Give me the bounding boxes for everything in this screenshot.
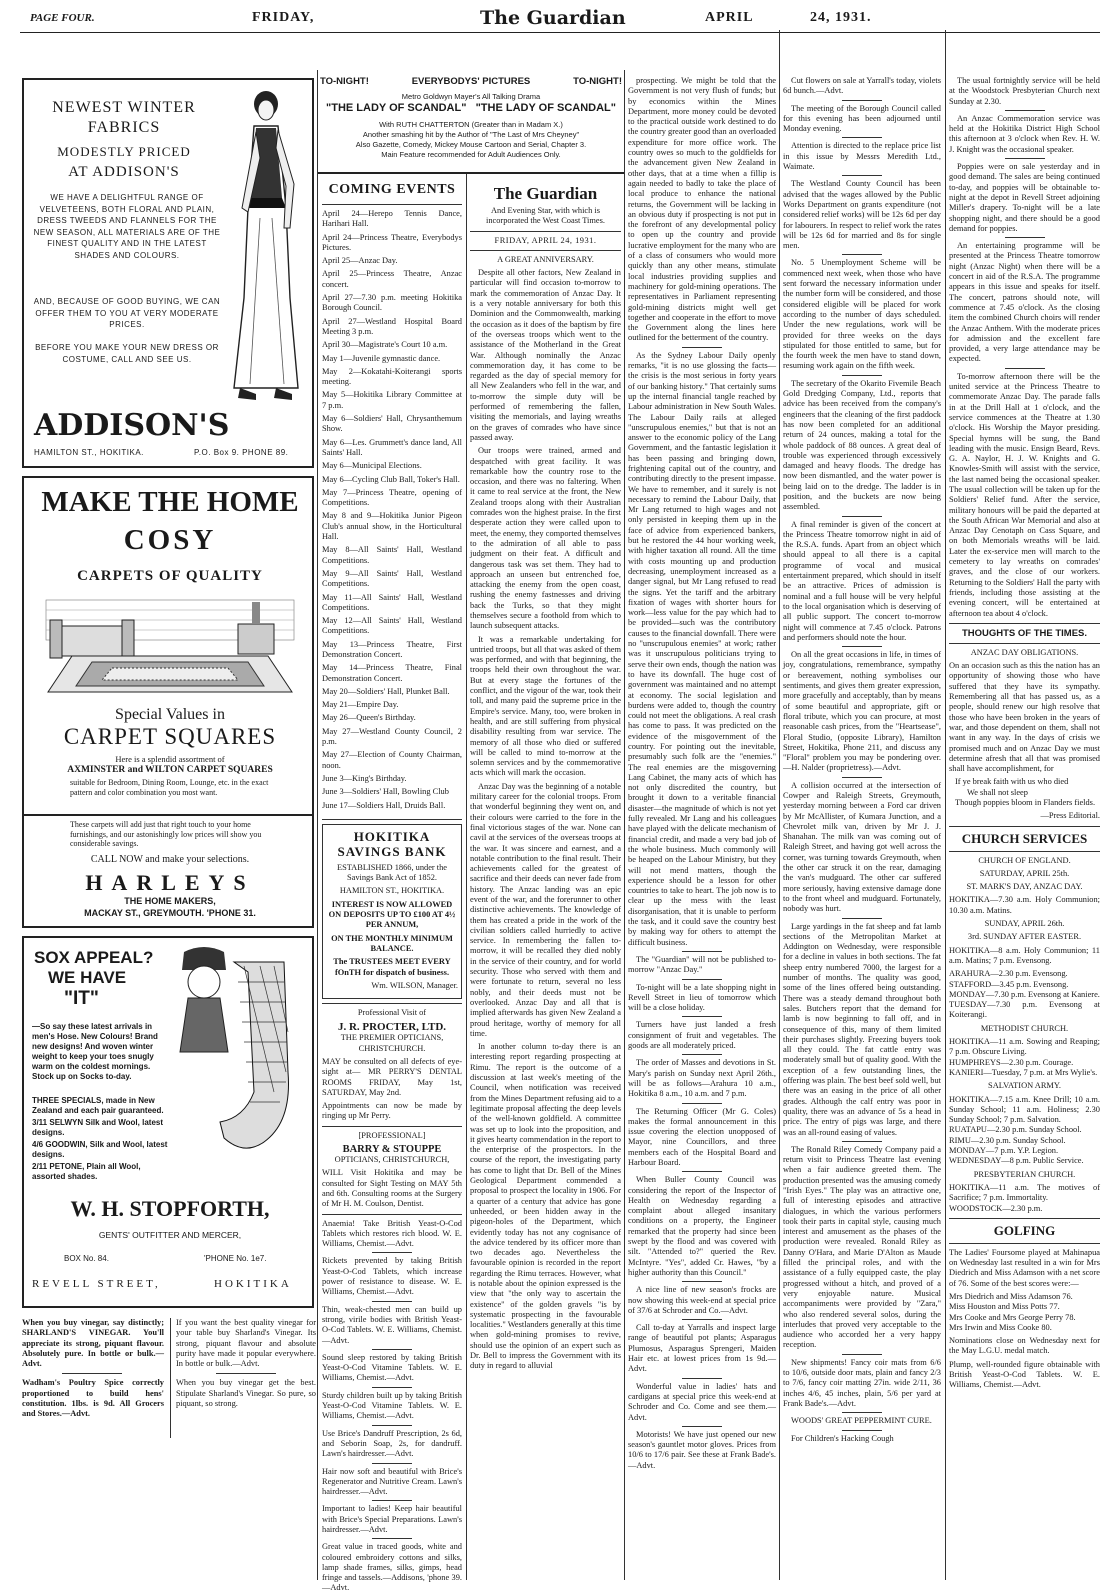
procter-sub: THE PREMIER OPTICIANS, CHRISTCHURCH. xyxy=(340,1033,444,1053)
thoughts-verse2: We shall not sleep xyxy=(967,787,1028,797)
golf-s4: Mrs Irwin and Miss Cooke 80. xyxy=(949,1322,1052,1332)
editorial-paragraph: In another column to-day there is an interesting report regarding prospecting at Rimu. The report is the outcome of a discussion at last week's meeting of the Council, when notification was received from the Mines Department refusing aid to a legitimate proposal affecting the deep levels of the well-known goldfield. A committee was set up to look into the proposition, and it gives hearty commendation in the report to the enterprise of the prospectors. In the course of the report, the investigating party has come to light that Dr. Bell of the Mines Geological Department commended a proposal to prospect the locality in 1906. For a quarter of a century that advice has gone unheeded, or been hidden away in the pigeon-holes of the Department, which evidently today has not any cognisance of the advice tendered by its officer more than two decades ago. Nevertheless the favourable opinion is recorded in the report regarding the Rimu terraces. However, what is notable about the opinion expressed is the view that "the only way to ascertain the existence" of the golden gravels "is by systematic prospecting in the favourable localities." Westlanders generally at this time when gold-mining promises to revive, should use the opinion of an expert such as Dr. Bell to impress the Government with its duty in regard to alluvial xyxy=(470,1042,621,1371)
pictures-tonight-right: TO-NIGHT! xyxy=(573,76,622,87)
editorial-date: FRIDAY, APRIL 24, 1931. xyxy=(494,235,597,245)
news-paragraph: Motorists! We have just opened our new season's gauntlet motor gloves. Prices from 10/6 to 17/6 pair. See these at Frank Bade's.—Advt. xyxy=(628,1429,776,1470)
chemist-advert: Important to ladies! Keep hair beautiful with Brice's Special Preparations. Lawn's hairdresser.—Advt. xyxy=(322,1504,462,1534)
addison-address: HAMILTON ST., HOKITIKA. xyxy=(34,448,144,457)
column-editorial xyxy=(470,178,621,1578)
church-pres: PRESBYTERIAN CHURCH. xyxy=(973,1169,1076,1179)
church-salv4: MONDAY—7 p.m. Y.P. Legion. xyxy=(949,1146,1059,1156)
event-item: May 8 and 9—Hokitika Junior Pigeon Club's annual show, in the Horticultural Hall. xyxy=(322,511,462,542)
editorial-paragraph: Anzac Day was the beginning of a notable military career for the colonial troops. From that wonderful beginning they went on, and their colours were carried to the fore in the final victorious stages of the war. None can cavil at the services of the overseas troops at the war. It was sincere and earnest, and a notable contribution to the final result. Their achievements called for the greatest of sacrifice and their deeds can never fade from history. The Anzac landing was an epic event of the war, and the forerunner to other distinctive achievements. The knowledge of them has created a pride in the work of the civilian soldiers called hurriedly to active service. In remembering the fallen to-morrow, it will be recalled they died nobly in the service of their country, and for world security. Those who served with them and were fortunate to return, several no less nobly, and their deeds must not be overlooked. Anzac Day and all that is implied afterwards has given New Zealand a proud heritage, worthy of memory for all time. xyxy=(470,781,621,1038)
event-item: May 27—Election of County Chairman, noon. xyxy=(322,750,462,770)
golf-noms: Nominations close on Wednesday next for the May L.G.U. medal match. xyxy=(949,1336,1100,1356)
news-paragraph: Poppies were on sale yesterday and in good demand. The sales are being continued to-day, and poppies will be obtainable to-night at the depot in Revell Street adjoining Miller's drapery. To-night will be a late shopping night, and there should be a good demand for poppies. xyxy=(949,162,1100,233)
stopforth-box: BOX No. 84. xyxy=(64,1254,109,1263)
event-item: May 21—Empire Day. xyxy=(322,700,399,710)
editorial-body xyxy=(470,268,621,1371)
news-paragraph: No. 5 Unemployment Scheme will be commenced next week, when those who have sent forward the necessary information under the number form will be considered, and those considered eligible will be placed for work according to the number of days scheduled. Under the new regulations, work will be provided for three weeks on the days stipulated for those entitled to same, but for the fourth week the men have to stand down, resuming work again on the fifth week. xyxy=(783,258,941,371)
lounge-room-illustration xyxy=(42,596,298,696)
harleys-body4: These carpets will add just that right touch to your home furnishings, and our astonishingly low prices will show you considerable savings. xyxy=(70,820,262,849)
church-meth3: KANIERI—Tuesday, 7 p.m. at Mrs Wylie's. xyxy=(949,1067,1098,1077)
church-meth2: HUMPHREYS—2.30 p.m. Courage. xyxy=(949,1057,1074,1067)
harleys-advert-lower xyxy=(22,814,314,928)
editorial-paragraph: Despite all other factors, New Zealand in particular will find occasion to-morrow to mark the commemoration of Anzac Day. It is a very notable anniversary for both this Dominion and the Commonwealth, marking the occasion as it does of the baptism by fire of the overseas troops which went to the assistance of the Motherland in the Great War. Although nominally the Anzac commemoration day, it has come to be regarded as the day of special memory for all New Zealanders who fell in the war, and to-morrow the simple duty will be performed of remembering the fallen, visiting the memorials, and laying wreaths on the graves of comrades who have since passed away. xyxy=(470,268,621,442)
procter-name: J. R. PROCTER, LTD. xyxy=(337,1021,447,1034)
column-news-1 xyxy=(628,76,776,1576)
event-item: May 14—Princess Theatre, Final Demonstration Concert. xyxy=(322,663,462,683)
col7-body xyxy=(949,76,1100,619)
news-paragraph: The meeting of the Borough Council called for this evening has been adjourned until Monday evening. xyxy=(783,103,941,134)
pictures-line2: Another smashing hit by the Author of "The Last of Mrs Cheyney" xyxy=(362,130,580,139)
editorial-paragraph: Our troops were trained, armed and despatched with great facility. It was remarkable how the country rose to the occasion, and there was no faltering. When it came to real service at the front, the New Zealand troops along with their Australian comrades won the highest praise. In the first desperate action they were called upon to meet, the enemy, they comported themselves to the admiration of all able to pass judgment on their feat. A difficult and dangerous task was set them. They had to approach an unseen but entrenched foe, attacking the enemy from the open coast, rushing the enemy fastnesses and driving back the Turks, so that they might themselves secure a foothold from which to launch subsequent attacks. xyxy=(470,446,621,631)
pictures-tonight-left: TO-NIGHT! xyxy=(320,76,369,87)
event-item: May 5—Hokitika Library Committee at 7 p.m. xyxy=(322,390,462,410)
news-paragraph: A collision occurred at the intersection of Cowper and Raleigh Streets, Greymouth, yesterday morning between a Ford car driven by Mr McAllister, of Kumara Junction, and a Chevrolet milk van, driven by Mr J. J. Shanahan. The milk van was coming out of Raleigh Street, and having got well across the corner, was turning towards Greymouth, when the other car struck it on the rear, damaging the van's mudguard. The other car suffered more seriously, having extensive damage done to the front wheel and mudguard. Fortunately, nobody was hurt. xyxy=(783,780,941,914)
news-paragraph: WOODS' GREAT PEPPERMINT CURE. xyxy=(791,1416,932,1426)
addison-at: AT ADDISON'S xyxy=(68,164,180,180)
column-events xyxy=(322,178,462,1593)
harleys-body2: AXMINSTER and WILTON CARPET SQUARES xyxy=(67,765,273,775)
stopforth-headline3: "IT" xyxy=(64,988,99,1009)
pictures-line4: Main Feature recommended for Adult Audiences Only. xyxy=(381,150,561,159)
pictures-venue: EVERYBODYS' PICTURES xyxy=(411,76,531,87)
chemist-advert: Rickets prevented by taking British Yeast-O-Cod Tablets, which increase power of resistance to disease. W. E. Williams, Chemist.—Advt. xyxy=(322,1256,462,1297)
news-paragraph: Attention is directed to the replace price list in this issue by Messrs Meredith Ltd., Waimate. xyxy=(783,141,941,172)
barry-name: BARRY & STOUPPE xyxy=(342,1144,442,1156)
event-item: May 7—Princess Theatre, opening of Competitions. xyxy=(322,487,462,508)
news-paragraph: As the Sydney Labour Daily openly remarks, "it is no use glossing the facts—the crisis is the most serious in forty years of our banking history." That certainly sums up the internal financial tangle reached by Labour administration in New South Wales. The Labour Daily rails at alleged "unscrupulous enemies," but that is not an answer to the economic policy of the Lang Government, and the fantastic legislation it has been passing and bringing down, frightening capital out of the country, and contributing directly to the present impasse. We have to remember, and it surely is not necessary to remind the Labour Daily, that Mr Lang returned to high wages and not only persisted in keeping them up in the face of advice from experienced bankers, but he restored the 44 hour working week, with higher taxation all round. All the time with costs mounting up and production decreasing, unemployment increased as a danger signal, but Mr Lang refused to read the signs. Yet the tariff and the arbitrary fixation of wages with shorter hours for work—less value for the pay which had to be provided—such was the contributory causes to the financial downfall. There were no "unscrupulous enemies" at work; rather was it unscrupulous politicians trying to serve their own ends, though the nation was to have its downfall. The huge cost of government was maintained and no attempt at economy. The social legislation and burdens were added to, though the country could not meet the obligations. A real crash has come to pass. It was predicted on the evidence of the misgovernment of the country. For pointing out the inevitable, presumably such folk are the "enemies." The real enemies are the misgoverning Lang Cabinet, the many acts of which has not only discredited the country, but brought it down to a veritable financial disaster—the magnitude of which is not yet fully revealed. Mr Lang and his colleagues have played with the delicate mechanism of financial credit, and made a very bad job of the whole business. Much commonly will be heaped on the Labour Ministry, but they will not mend matters, though the experience should be a lesson for other countries to take to heart. The job now is to clear up the mess with the least disorganisation, that it is unable to perform the task, and it could save the country best by making way for others to attempt the difficult business. xyxy=(628,350,776,947)
addison-body2: AND, BECAUSE OF GOOD BUYING, WE CAN OFFER THEM TO YOU AT VERY MODERATE PRICES. xyxy=(33,297,221,329)
stopforth-phone: 'PHONE No. 1e7. xyxy=(204,1254,267,1263)
addison-advert xyxy=(22,78,314,468)
bottom-left-adverts xyxy=(22,1318,316,1576)
procter-body: MAY be consulted on all defects of eye-sight at— MR PERRY'S DENTAL ROOMS FRIDAY, May 1st, SATURDAY, May 2nd. xyxy=(322,1057,462,1097)
bank-title: HOKITIKA SAVINGS BANK xyxy=(337,828,447,859)
masthead-paper: The Guardian xyxy=(480,7,626,29)
event-item: May 26—Queen's Birthday. xyxy=(322,713,416,723)
thoughts-verse1: If ye break faith with us who died xyxy=(955,777,1069,787)
stopforth-item3: 2/11 PETONE, Plain all Wool, assorted shades. xyxy=(32,1162,141,1181)
church-sat: SATURDAY, APRIL 25th. xyxy=(979,868,1070,878)
harleys-name: HARLEYS xyxy=(85,870,255,895)
stopforth-advert xyxy=(22,936,314,1308)
harleys-advert xyxy=(22,476,314,816)
thoughts-verse3: Though poppies bloom in Flanders fields. xyxy=(955,798,1096,807)
stopforth-street: REVELL STREET, xyxy=(32,1278,161,1290)
news-paragraph: A nice line of new season's frocks are now showing this week-end at special price of 37/6 at Schroder and Co.—Advt. xyxy=(628,1285,776,1315)
harleys-call: CALL NOW and make your selections. xyxy=(90,854,250,865)
event-item: May 8—All Saints' Hall, Westland Competitions. xyxy=(322,545,462,565)
stopforth-name: W. H. STOPFORTH, xyxy=(70,1196,270,1221)
chemist-advert: Use Brice's Dandruff Prescription, 2s 6d, and Seborin Soap, 2s, for dandruff. Lawn's hairdresser.—Advt. xyxy=(322,1428,462,1459)
events-title: COMING EVENTS xyxy=(328,182,456,197)
news-paragraph: The secretary of the Okarito Fivemile Beach Gold Dredging Company, Ltd., reports that advice has been received from the company's engineers that the cleaning of the first paddock has now been completed for an additional return of 24 ounces, making a total for the whole paddock of 88 ounces. A great deal of trouble was experienced through excessively damaged and heavy floods. The dredge has now been dismantled, and the water power is being laid on to the dredge. The ladder is in position, and the buckets are now being assembled. xyxy=(783,378,941,512)
news-paragraph: The order of Masses and devotions in St. Mary's parish on Sunday next April 26th., will be as follows—Arahura 10 a.m., Hokitika 8 a.m., 10 a.m. and 7 p.m. xyxy=(628,1058,776,1099)
news-paragraph: Wonderful value in ladies' hats and cardigans at special price this week-end at Schroder and Co. Come and see them.—Advt. xyxy=(628,1381,776,1422)
wadham-advert: Wadham's Poultry Spice correctly proportioned to build hens' constitution. 1lbs. is 9d. All Grocers and Stores.—Advt. xyxy=(22,1378,164,1419)
harleys-body3: suitable for Bedroom, Dining Room, Lounge, etc. in the exact pattern and color combination you most want. xyxy=(70,778,269,797)
pictures-title: "THE LADY OF SCANDAL" "THE LADY OF SCANDAL" xyxy=(326,102,616,114)
addison-headline: NEWEST WINTER FABRICS xyxy=(52,99,196,136)
sharland-advert-3: When you buy vinegar get the best. Stipulate Sharland's Vinegar. So pure, so piquant, so strong. xyxy=(176,1378,316,1409)
masthead-month: APRIL xyxy=(705,10,754,25)
masthead-date: 24, 1931. xyxy=(810,10,872,25)
thoughts-body: On an occasion such as this the nation has an opportunity of showing those who have suffered that they have its sympathy. Remembering all that has passed us, as a people, should renew our high resolve that those who have been broken in the years of war, and those dependent on them, shall not want in any way. In the days of crisis we promised much and on Anzac Day we must determine afresh that all that was promised shall have accomplishment, for xyxy=(949,661,1100,774)
sock-man-illustration xyxy=(164,942,312,1162)
masthead xyxy=(20,4,1100,30)
news-paragraph: To-morrow afternoon there will be the united service at the Princess Theatre to commemorate Anzac Day. The parade falls in at the Drill Hall at 1 o'clock, and the service commences at the Theatre at 1.30 o'clock. His Worship the Mayor presiding. Special hymns will be sung, the Band leading with the music. Ensign Beard, Revs. G. A. Naylor, H. J. W. Knights and G. Knowles-Smith will assist with the service, the last named being the occasional speaker. The usual collection will be taken up for the Soldiers' Relief fund. After the service, military honours will be paid the departed at the South African War Memorial and also at Anzac Day Cenotaph on Cass Square, and on both Memorials wreaths will be laid. Later the ex-service men will march to the cemetery to lay wreaths on comrades' graves, and the close of our workers. Returning to the Soldiers' Hall the party with friends, including those assisting at the evening concert, will be entertained at afternoon tea about 4 o'clock. xyxy=(949,371,1100,618)
news-paragraph: When Buller County Council was considering the report of the Inspector of Health on Wednesday regarding a complaint about alleged insanitary conditions on a property, the Engineer remarked that the property had since been swept by the flood and was covered with silt. "Attended to?" queried the Rev. McIntyre. "Yes", added Cr. Hawes, "by a higher authority than this Council." xyxy=(628,1175,776,1277)
event-item: May 9—All Saints' Hall, Westland Competitions. xyxy=(322,568,462,589)
event-item: April 25—Princess Theatre, Anzac concert. xyxy=(322,269,462,289)
church-salv2: RUATAPU—2.30 p.m. Sunday School. xyxy=(949,1125,1082,1135)
stopforth-town: HOKITIKA xyxy=(214,1278,292,1290)
golf-s1: Mrs Diedrich and Miss Adamson 76. xyxy=(949,1291,1073,1301)
church-title: CHURCH SERVICES xyxy=(961,830,1088,846)
events-list xyxy=(322,209,462,811)
barry-sub: OPTICIANS, CHRISTCHURCH, xyxy=(334,1155,450,1165)
church-pres2: WOODSTOCK—2.30 p.m. xyxy=(949,1203,1043,1213)
addison-body3: BEFORE YOU MAKE YOUR NEW DRESS OR COSTUME, CALL AND SEE US. xyxy=(35,343,219,364)
event-item: May 11—All Saints' Hall, Westland Competitions. xyxy=(322,592,462,612)
masthead-day: FRIDAY, xyxy=(252,10,315,25)
harleys-special: Special Values in xyxy=(115,706,225,723)
news-paragraph: The usual fortnightly service will be held at the Woodstock Presbyterian Church next Sunday at 2.30. xyxy=(949,76,1100,106)
column-news-2 xyxy=(783,76,941,1576)
harleys-squares: CARPET SQUARES xyxy=(63,724,277,749)
chemist-advert: Thin, weak-chested men can build up strong, virile bodies with British Yeast-O-Cod Tablets. W. E. Williams, Chemist.—Advt. xyxy=(322,1304,462,1345)
thoughts-title: THOUGHTS OF THE TIMES. xyxy=(961,627,1088,639)
bank-balance: ON THE MONTHLY MINIMUM BALANCE. xyxy=(331,933,453,953)
chemist-advert: Great value in traced goods, white and coloured embroidery cottons and silks, lamp shade frames, silks, gimps, head fringe and tassels.—Addisons, 'phone 39.—Advt. xyxy=(322,1542,462,1593)
church-sun: SUNDAY, APRIL 26th. xyxy=(984,919,1065,929)
church-mon: MONDAY—7.30 p.m. Evensong at Kaniere. xyxy=(949,989,1100,999)
event-item: June 17—Soldiers Hall, Druids Ball. xyxy=(322,800,446,810)
news-paragraph: Call to-day at Yarralls and inspect large range of beautiful pot plants; Asparagus Plumosus, Asparagus Sprengeri, Maiden Hair etc. at lowest prices from 1s 9d.—Advt. xyxy=(628,1323,776,1374)
procter-visit: Professional Visit of xyxy=(357,1008,427,1018)
news-paragraph: The Returning Officer (Mr G. Coles) makes the formal announcement in this issue covering the election unopposed of Mayor, nine Councillors, and three members each of the Hospital Board and Harbour Board. xyxy=(628,1106,776,1167)
event-item: April 25—Anzac Day. xyxy=(322,256,398,266)
editorial-paper: The Guardian xyxy=(493,184,598,203)
news-paragraph: The Westland County Council has been advised that the wages allowed by the Public Works Department on grants expenditure (not considered relief works) will be 12s 6d per day for labourers. In respect to relief work the rates will be 12s 6d for married and 8s for single men. xyxy=(783,179,941,251)
church-salv5: WEDNESDAY—8 p.m. Public Service. xyxy=(949,1156,1084,1166)
addison-po: P.O. Box 9. PHONE 89. xyxy=(194,448,289,457)
bank-interest: INTEREST IS NOW ALLOWED ON DEPOSITS UP TO £100 AT 4½ PER ANNUM, xyxy=(328,899,456,930)
event-item: April 24—Herepo Tennis Dance, Harihari Hall. xyxy=(322,209,462,229)
church-staf: STAFFORD—3.45 p.m. Evensong. xyxy=(949,979,1069,989)
thoughts-credit: —Press Editorial. xyxy=(1040,811,1100,821)
church-meth1: HOKITIKA—11 a.m. Sowing and Reaping; 7 p.m. Obscure Living. xyxy=(949,1037,1100,1057)
bank-addr: HAMILTON ST., HOKITIKA. xyxy=(339,886,445,896)
col6-body xyxy=(783,76,941,1444)
news-paragraph: The "Guardian" will not be published to-morrow "Anzac Day." xyxy=(628,954,776,975)
event-item: May 20—Soldiers' Hall, Plunket Ball. xyxy=(322,686,450,696)
harleys-line1: MAKE THE HOME xyxy=(41,486,299,518)
stopforth-headline2: WE HAVE xyxy=(48,968,127,987)
chemist-advert: Hair now soft and beautiful with Brice's Regenerator and Nutritive Cream. Lawn's hairdresser.—Advt. xyxy=(322,1466,462,1497)
news-paragraph: On all the great occasions in life, in times of joy, congratulations, remembrance, sympathy or bereavement, nothing symbolises our sentiments, and gives them greater expression, more gracefully and acceptably, than by means of some beautiful and appropriate, gift or floral tribute, which you can procure, at most reasonable cash prices, from the "Heartsease", Floral Studio, (opposite Library), Hamilton Street, Hokitika, Phone 211, and discuss any "Floral" problem you may be pondering over.—H. Nalder (proprietress).—Advt. xyxy=(783,650,941,773)
editorial-paragraph: It was a remarkable undertaking for untried troops, but all that was asked of them was performed, and with that beginning, the troops held their own throughout the war. But at every stage the fortunes of the conflict, and the vigour of the war, took their toll, and many paid the supreme price in the Empire's service. Many, too, were broken in health, and are still suffering from physical disability resulting from war service. The memory of all those who died or suffered will be called to mind to-morrow at the solemn services and by the commemorative acts which will mark the occasion. xyxy=(470,634,621,778)
news-paragraph: The Ronald Riley Comedy Company paid a return visit to Princess Theatre last evening when a fair audience greeted them. The production presented was the amusing comedy "Irish Eyes." The play was an attractive one, full of interesting episodes and attractive dialogues, in which the various performers took their parts in capital style, causing much interest and amusement as the phases of the production were revealed. Ronald Riley as Danny O'Hara, and Marie D'Alton as Maude filled the principal roles, and with the assistance of a fully equipped caste, the play progressed without a hitch, and proved of a very enjoyable nature. Musical accompaniments were provided by "Zara," who also rendered several solos, during the interludes that proved very acceptable to the audience who accorded her a very happy reception. xyxy=(783,1144,941,1350)
event-item: May 1—Juvenile gymnastic dance. xyxy=(322,353,441,363)
golf-plump: Plump, well-rounded figure obtainable with British Yeast-O-Cod Tablets. W. E. Williams, Chemist.—Advt. xyxy=(949,1359,1100,1390)
woman-illustration xyxy=(220,88,310,406)
event-item: April 30—Magistrate's Court 10 a.m. xyxy=(322,340,448,350)
barry-body: WILL Visit Hokitika and may be consulted for Sight Testing on MAY 5th and 6th. Consulting rooms at the Surgery of Mr H. M. Coulson, Dentist. xyxy=(322,1168,462,1209)
church-salv1: HOKITIKA—7.15 a.m. Knee Drill; 10 a.m. Sunday School; 11 a.m. Holiness; 2.30 Sunday School; 7 p.m. Salvation. xyxy=(949,1094,1100,1125)
chemist-advert: Sound sleep restored by taking British Yeast-O-Cod Vitamine Tablets. W. E. Williams, Chemist.—Advt. xyxy=(322,1352,462,1383)
chemist-advert: Sturdy children built up by taking British Yeast-O-Cod Vitamine Tablets. W. E. Williams, Chemist.—Advt. xyxy=(322,1390,462,1421)
harleys-line3: CARPETS OF QUALITY xyxy=(77,568,263,584)
event-item: May 6—Municipal Elections. xyxy=(322,461,422,471)
church-pres1: HOKITIKA—11 a.m. The motives of Sacrifice; 7 p.m. Immortality. xyxy=(949,1182,1100,1203)
news-paragraph: An Anzac Commemoration service was held at the Hokitika District High School this afternoon at 3 o'clock when Rev. H. W. J. Knight was the occasional speaker. xyxy=(949,113,1100,154)
stopforth-headline1: SOX APPEAL? xyxy=(34,948,154,967)
addison-body: WE HAVE A DELIGHTFUL RANGE OF VELVETEENS, BOTH FLORAL AND PLAIN, DRESS TWEEDS AND FLANNELS FOR THE NEW SEASON, ALL MATERIALS ARE OF THE FINEST QUALITY AND IN THE LATEST SHADES AND COLOURS. xyxy=(33,193,221,260)
addison-modestly: MODESTLY PRICED xyxy=(57,144,191,159)
event-item: May 13—Princess Theatre, First Demonstration Concert. xyxy=(322,639,462,659)
event-item: May 6—Les. Grummett's dance land, All Saints' Hall. xyxy=(322,437,462,457)
church-stmark: ST. MARK'S DAY, ANZAC DAY. xyxy=(966,882,1083,892)
event-item: June 3—Soldiers' Hall, Bowling Club xyxy=(322,787,449,797)
pictures-star: With RUTH CHATTERTON (Greater than in Madam X.) xyxy=(379,120,563,129)
news-paragraph: An entertaining programme will be presented at the Princess Theatre tomorrow night (Anzac Night) when there will be a concert in aid of the R.S.A. The programme appears in this issue and speaks for itself. The concert, patrons should note, will commence at 7.45 o'clock. As the closing item the combined Church choirs will render the Anzac Anthem. With the moderate prices for admission and the excellent fare provided, a very large attendance may be expected. xyxy=(949,241,1100,364)
golf-s2: Miss Houston and Miss Potts 77. xyxy=(949,1302,1060,1312)
thoughts-sub: ANZAC DAY OBLIGATIONS. xyxy=(970,647,1079,657)
event-item: April 27—7.30 p.m. meeting Hokitika Borough Council. xyxy=(322,293,462,313)
golf-s3: Mrs Cooke and Mrs George Perry 78. xyxy=(949,1312,1076,1322)
church-hok2: HOKITIKA—8 a.m. Holy Communion; 11 a.m. Matins; 7 p.m. Evensong. xyxy=(949,945,1100,965)
col5-body xyxy=(628,76,776,1471)
pictures-advert xyxy=(320,76,622,168)
news-paragraph: For Children's Hacking Cough xyxy=(791,1433,894,1443)
stopforth-item2: 4/6 GOODWIN, Silk and Wool, latest designs. xyxy=(32,1140,168,1159)
event-item: April 24—Princess Theatre, Everybodys Pictures. xyxy=(322,232,462,252)
event-item: May 6—Cycling Club Ball, Toker's Hall. xyxy=(322,474,460,484)
news-paragraph: A final reminder is given of the concert at the Princess Theatre tomorrow night in aid of the R.S.A. funds. Apart from an object which should appeal to all there is a capital programme of vocal and musical entertainment prepared, which should in itself be an attractive. Prices of admission is nominal and a full house will be very helpful to the local organisation which is deserving of all public support. The concert to-morrow night will commence at 7.45 o'clock. Patrons and performers should note the hour. xyxy=(783,519,941,642)
event-item: May 12—All Saints' Hall, Westland Competitions. xyxy=(322,616,462,636)
stopforth-trade: GENTS' OUTFITTER AND MERCER, xyxy=(98,1230,242,1240)
news-paragraph: To-night will be a late shopping night in Revell Street in lieu of tomorrow which will be a close holiday. xyxy=(628,982,776,1013)
bank-manager: Wm. WILSON, Manager. xyxy=(371,980,458,990)
church-salv3: RIMU—2.30 p.m. Sunday School. xyxy=(949,1135,1066,1145)
news-paragraph: Cut flowers on sale at Yarrall's today, violets 6d bunch.—Advt. xyxy=(783,76,941,96)
news-paragraph: Turners have just landed a fresh consignment of fruit and vegetables. The goods are all moderately priced. xyxy=(628,1020,776,1051)
harleys-makers: THE HOME MAKERS, xyxy=(124,896,216,906)
church-third: 3rd. SUNDAY AFTER EASTER. xyxy=(967,932,1082,942)
editorial-heading: A GREAT ANNIVERSARY. xyxy=(497,254,594,264)
event-item: April 27—Westland Hospital Board Meeting 3 p.m. xyxy=(322,316,462,336)
stopforth-specials: THREE SPECIALS, made in New Zealand and each pair guaranteed. xyxy=(32,1096,164,1115)
event-item: May 27—Westland County Council, 2 p.m. xyxy=(322,726,462,747)
pictures-studio: Metro Goldwyn Mayer's All Talking Drama xyxy=(401,92,541,101)
editorial-sub: And Evening Star, with which is incorporated the West Coast Times. xyxy=(486,206,605,226)
page-number: PAGE FOUR. xyxy=(30,12,95,24)
bank-advert xyxy=(322,824,462,999)
church-hok1: HOKITIKA—7.30 a.m. Holy Communion; 10.30 a.m. Matins. xyxy=(949,895,1100,915)
sharland-advert-2: If you want the best quality vinegar for your table buy Sharland's Vinegar. Its strong, piquant flavour and absolute purity have made it popular everywhere. In bottle or bulk.—Advt. xyxy=(176,1318,316,1369)
harleys-body1: Here is a splendid assortment of xyxy=(115,754,225,764)
golf-title: GOLFING xyxy=(993,1222,1056,1238)
harleys-address: MACKAY ST., GREYMOUTH. 'PHONE 31. xyxy=(84,908,256,918)
chemist-adverts xyxy=(322,1219,462,1594)
addison-name: ADDISON'S xyxy=(34,408,230,443)
church-eng: CHURCH OF ENGLAND. xyxy=(978,855,1071,865)
event-item: May 2—Kokatahi-Koiterangi sports meeting. xyxy=(322,366,462,387)
procter-appt: Appointments can now be made by ringing up Mr Perry. xyxy=(322,1101,462,1121)
pictures-line3: Also Gazette, Comedy, Mickey Mouse Cartoon and Serial, Chapter 3. xyxy=(355,140,587,149)
church-salv: SALVATION ARMY. xyxy=(988,1081,1061,1091)
church-tue: TUESDAY—7.30 p.m. Evensong at Koiterangi. xyxy=(949,1000,1100,1020)
chemist-advert: Anaemia! Take British Yeast-O-Cod Tablets which restores rich blood. W. E. Williams, Chemist.—Advt. xyxy=(322,1218,462,1249)
stopforth-item1: 3/11 SELWYN Silk and Wool, latest designs. xyxy=(32,1118,163,1137)
news-paragraph: New shipments! Fancy coir mats from 6/6 to 10/6, outside door mats, plain and fancy 2/3 to 7/6, fancy coir matting 27in. wide 2/11, 36 inches 4/6, 45 inches, plain, 5/6 per yard at Frank Bade's.—Advt. xyxy=(783,1357,941,1408)
harleys-line2: COSY xyxy=(123,524,217,556)
event-item: May 6—Soldiers' Hall, Chrysanthemum Show. xyxy=(322,414,462,434)
bank-trustees: The TRUSTEES MEET EVERY fOnTH for dispatch of business. xyxy=(333,957,451,977)
news-paragraph: Large yardings in the fat sheep and fat lamb sections of the Metropolitan Market at Addington on Wednesday, were responsible for a decline in values in both sections. The fat sheep entry numbered 7000, the largest for a number of months. The quality was good, some of the lines offered being outstanding. There was a steady demand throughout both sales. Butchers report that the demand for lamb is now beginning to fall off, and in consequence of this, many of them limited their purchases slightly. Freezing buyers took all they could. The fat cattle entry was moderately small but of quality good. With the exception of a few outstanding lines, the offering was plain. The best beef sold well, but there was an easing in the price of all other grades. Although the calf entry was poor in quality, there was an advance of 5s a head in price. The entry of pigs was large, and there was an all-round easing of values. xyxy=(783,921,941,1137)
barry-tag: [PROFESSIONAL] xyxy=(358,1130,426,1140)
church-meth: METHODIST CHURCH. xyxy=(980,1023,1069,1033)
stopforth-body: —So say these latest arrivals in men's Hose. New Colours! Brand new designs! And woven winter weight to keep your toes snugly warm on the coldest mornings. Stock up on Socks to-day. xyxy=(32,1022,158,1081)
event-item: June 3—King's Birthday. xyxy=(322,773,407,783)
column-news-3 xyxy=(949,76,1100,1576)
golf-body: The Ladies' Foursome played at Mahinapua on Wednesday last resulted in a win for Mrs Diedrich and Miss Adamson with a net score of 76. Some of the best scores were:— xyxy=(949,1247,1100,1288)
bank-est: ESTABLISHED 1866, under the Savings Bank Act of 1852. xyxy=(336,862,448,883)
sharland-advert: When you buy vinegar, say distinctly; SHARLAND'S VINEGAR. You'll appreciate its strong, piquant flavour. Absolutely pure. In bottle or bulk.—Advt. xyxy=(22,1318,164,1369)
church-ara: ARAHURA—2.30 p.m. Evensong. xyxy=(949,969,1068,979)
news-paragraph: prospecting. We might be told that the Government is not very flush of funds; but by economics within the Mines Department, more money could be devoted to the practical outside work destined to do the country greater good than an overloaded expenditure for more office work. The country owes so much to the goldfields for the advancement given New Zealand in other days, that at a time when a fillip is again needed to badly to take the place of local produce to enhance the national returns, the Government will be lacking in an obvious duty if prospecting is not put in the forefront of any developmental policy to open up the country and provide lucrative employment for the many who are of a class of consumers who would more quickly than any other means, stimulate local industries providing supplies and machinery for gold-mining operations. The representatives in Parliament representing gold-mining districts might well get together and cooperate in the effort to move the Government along the lines here outlined for the betterment of the country. xyxy=(628,76,776,343)
